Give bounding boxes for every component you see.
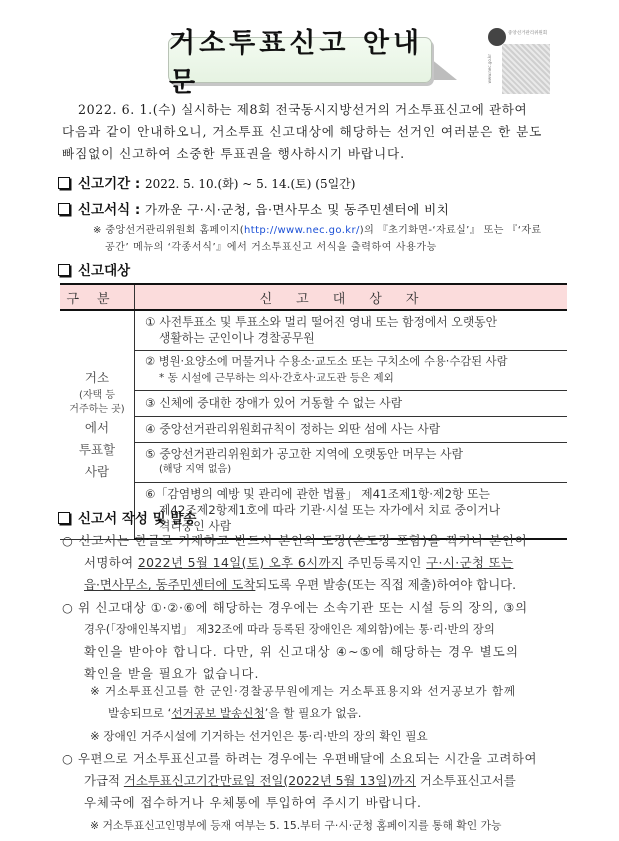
bullet-text: 확인을 받을 필요가 없습니다.: [84, 666, 260, 681]
section-label: 신고서식: [78, 202, 131, 218]
qr-side-text: www.nec.go.kr: [487, 54, 492, 84]
bullet-text: 확인을 받아야 합니다. 다만, 위 신고대상 ④~⑤에 해당하는 경우 별도의: [84, 644, 520, 659]
deadline-text: 거소투표신고기간만료일 전일(2022년 5월 13일)까지: [123, 773, 416, 788]
intro-line: 빠짐없이 신고하여 소중한 투표권을 행사하시기 바랍니다.: [62, 146, 405, 161]
bulletin-request-text: 선거공보 발송신청: [171, 706, 265, 720]
target-text: ② 병원·요양소에 머물거나 수용소·교도소 또는 구치소에 수용·수감된 사람: [145, 355, 508, 368]
note-text: 공간’ 메뉴의 ‘각종서식’』에서 거소투표신고 서식을 출력하여 사용가능: [105, 242, 437, 253]
category-text: 거소: [84, 369, 110, 385]
target-text: ⑤ 중앙선거관리위원회가 공고한 지역에 오랫동안 머무는 사람: [145, 447, 463, 461]
bullet-text: 가급적: [84, 773, 124, 788]
table-header-row: [60, 284, 567, 310]
submit-bullet-3: [62, 748, 537, 814]
section-form: 신고서식 : 가까운 구·시·군청, 읍·면사무소 및 동주민센터에 비치: [58, 198, 449, 218]
checkbox-square-icon: [58, 203, 70, 215]
note-text: 발송되므로 ‘: [108, 706, 172, 720]
table-row: [60, 443, 567, 483]
target-subtext: (해당 지역 없음): [159, 464, 232, 475]
target-text: ⑥「감염병의 예방 및 관리에 관한 법률」 제41조제1항·제2항 또는: [145, 487, 490, 501]
target-item: [135, 310, 568, 351]
bullet-text: 거소투표신고서를: [415, 773, 516, 788]
section-submit: [58, 507, 196, 527]
deadline-text: 2022년 5월 14일(토) 오후 6시까지: [137, 555, 344, 570]
form-note: [93, 222, 541, 256]
table-row: [60, 417, 567, 443]
target-text: 생활하는 군인이나 경찰공무원: [159, 331, 315, 345]
bullet-text: 경우(「장애인복지법」 제32조에 따라 등록된 장애인은 제외함)에는 통·리·반의 장의: [84, 623, 495, 636]
note-text: ’을 할 필요가 없음.: [264, 706, 362, 720]
section-label: 신고대상: [78, 263, 131, 279]
target-text: ③ 신체에 중대한 장애가 있어 거동할 수 없는 사람: [145, 396, 403, 410]
category-text: 거주하는 곳): [69, 403, 125, 415]
submit-note-2: ※ 장애인 거주시설에 기거하는 선거인은 통·리·반의 장의 확인 필요: [90, 729, 428, 743]
bullet-text: 우체국에 접수하거나 우체통에 투입하여 주시기 바랍니다.: [84, 795, 422, 810]
bullet-text: 서명하여: [84, 555, 138, 570]
note-text: ※ 중앙선거관리위원회 홈페이지(: [93, 225, 245, 236]
category-text: 사람: [84, 463, 110, 479]
target-subtext: * 동 시설에 근무하는 의사·간호사·교도관 등은 제외: [159, 372, 394, 384]
section-label: 신고기간: [78, 176, 131, 192]
submit-bullet-2: [62, 597, 528, 685]
header-targets: 신고대상자: [135, 284, 568, 310]
category-text: 투표할: [78, 441, 116, 457]
target-item: [135, 391, 568, 417]
office-text: 읍·면사무소, 동주민센터에 도착: [84, 577, 256, 592]
submit-note-3: ※ 거소투표신고인명부에 등재 여부는 5. 15.부터 구·시·군청 홈페이지를 통해 확인 가능: [90, 819, 502, 832]
qr-code-block: [486, 28, 552, 98]
title-banner: [168, 28, 430, 98]
target-text: 격리중인 사람: [159, 519, 232, 533]
category-text: 에서: [84, 419, 110, 435]
section-label: 신고서 작성 및 발송: [78, 511, 197, 527]
section-targets: [58, 259, 130, 279]
intro-line: 2022. 6. 1.(수) 실시하는 제8회 전국동시지방선거의 거소투표신고에 관하여: [78, 102, 528, 117]
bullet-text: 주민등록지인: [343, 555, 427, 570]
intro-line: 다음과 같이 안내하오니, 거소투표 신고대상에 해당하는 선거인 여러분은 한 분도: [62, 124, 543, 139]
nec-link[interactable]: http://www.nec.go.kr/: [244, 225, 360, 236]
targets-table: [60, 283, 567, 540]
target-item: [135, 443, 568, 483]
section-period: 신고기간 : 2022. 5. 10.(화) ~ 5. 14.(토) (5일간): [58, 172, 355, 192]
bullet-text: 되도록 우편 발송(또는 직접 제출)하여야 합니다.: [255, 577, 517, 592]
bullet-text: ○ 우편으로 거소투표신고를 하려는 경우에는 우편배달에 소요되는 시간을 고려하여: [62, 751, 538, 766]
table-row: [60, 351, 567, 391]
submit-note-1: [90, 680, 516, 724]
target-text: ④ 중앙선거관리위원회규칙이 정하는 외딴 섬에 사는 사람: [145, 422, 441, 436]
target-item: [135, 417, 568, 443]
office-text: 구·시·군청 또는: [426, 555, 514, 570]
header-category: 구분: [60, 284, 135, 310]
target-item: [135, 351, 568, 391]
period-value: 2022. 5. 10.(화) ~ 5. 14.(토) (5일간): [144, 177, 356, 191]
form-value: 가까운 구·시·군청, 읍·면사무소 및 동주민센터에 비치: [144, 202, 450, 217]
table-row: [60, 391, 567, 417]
submit-bullet-1: [62, 530, 528, 596]
qr-code-icon: [502, 44, 550, 94]
checkbox-square-icon: [58, 177, 70, 189]
qr-label: 중앙선거관리위원회: [508, 31, 548, 36]
note-text: ※ 거소투표신고를 한 군인·경찰공무원에게는 거소투표용지와 선거공보가 함께: [90, 684, 516, 698]
checkbox-square-icon: [58, 512, 70, 524]
note-text: )의 『초기화면-‘자료실’』 또는 『‘자료: [359, 225, 542, 236]
target-text: ① 사전투표소 및 투표소와 멀리 떨어진 영내 또는 함정에서 오랫동안: [145, 315, 498, 329]
category-cell: [60, 310, 135, 539]
intro-paragraph: [62, 99, 562, 165]
bullet-text: ○ 신고서는 한글로 기재하고 반드시 본인의 도장(손도장 포함)을 찍거나 본인이: [62, 533, 528, 548]
checkbox-square-icon: [58, 264, 70, 276]
table-row: [60, 310, 567, 351]
bullet-text: ○ 위 신고대상 ①·②·⑥에 해당하는 경우에는 소속기관 또는 시설 등의 장의, ③의: [62, 600, 528, 615]
page-title: 거소투표신고 안내문: [168, 37, 432, 83]
target-text: 제42조제2항제1호에 따라 기관·시설 또는 자가에서 치료 중이거나: [159, 503, 501, 517]
category-text: (자택 등: [78, 389, 116, 401]
